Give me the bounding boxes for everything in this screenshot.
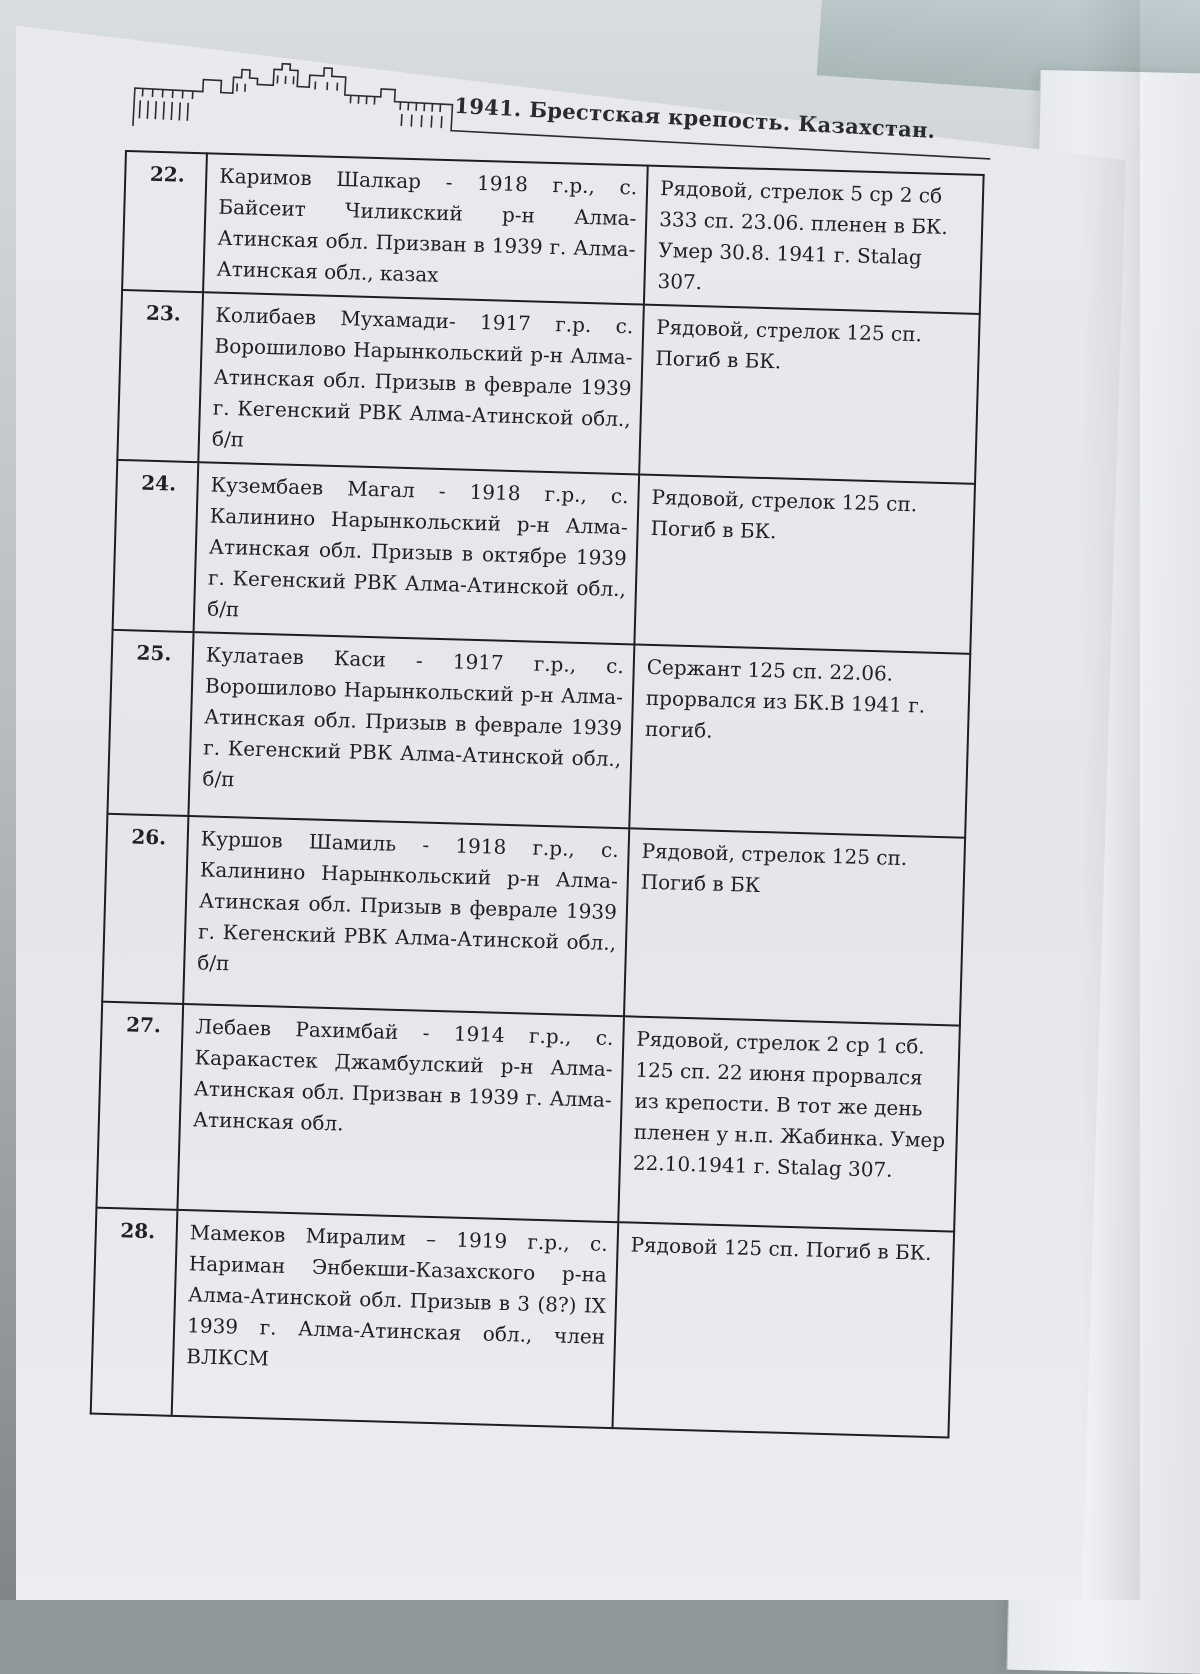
records-table-wrapper xyxy=(90,150,985,1424)
table-row xyxy=(96,1002,959,1232)
person-info: Кулатаев Каси - 1917 г.р., с. Ворошилово Нарынкольский р-н Алма-Атинская обл. Призыв в феврале 1939 г. Кегенский РВК Алма-Атинской обл., б/п xyxy=(188,632,634,828)
service-info: Рядовой, стрелок 2 ср 1 сб. 125 сп. 22 июня прорвался из крепости. В тот же день пленен у н.п. Жабинка. Умер 22.10.1941 г. Stalag 307. xyxy=(618,1016,960,1231)
person-info: Колибаев Мухамади- 1917 г.р. с. Ворошилово Нарынкольский р-н Алма-Атинская обл. Призыв в феврале 1939 г. Кегенский РВК Алма-Атинской обл., б/п xyxy=(198,292,644,474)
person-info: Каримов Шалкар - 1918 г.р., с. Байсеит Чиликский р-н Алма-Атинская обл. Призван в 1939 г. Алма-Атинская обл., казах xyxy=(203,153,648,304)
table-row xyxy=(113,460,975,654)
service-info: Сержант 125 сп. 22.06. прорвался из БК.В 1941 г. погиб. xyxy=(629,644,970,837)
row-number: 22. xyxy=(122,151,207,292)
service-info: Рядовой, стрелок 125 сп. Погиб в БК xyxy=(624,828,965,1025)
person-info: Лебаев Рахимбай - 1914 г.р., с. Каракастек Джамбулский р-н Алма-Атинская обл. Призван в 1939 г. Алма-Атинская обл. xyxy=(177,1004,624,1222)
table-row xyxy=(117,290,979,484)
row-number: 25. xyxy=(107,630,193,816)
person-info: Мамеков Миралим – 1919 г.р., с. Нариман Энбекши-Казахского р-на Алма-Атинской обл. Призыв в 3 (8?) IX 1939 г. Алма-Атинская обл., член ВЛКСМ xyxy=(172,1210,619,1428)
service-info: Рядовой, стрелок 125 сп. Погиб в БК. xyxy=(639,305,980,484)
table-row xyxy=(122,151,984,314)
records-table xyxy=(90,150,985,1439)
row-number: 23. xyxy=(117,290,203,462)
table-row xyxy=(102,814,965,1026)
person-info: Куршов Шамиль - 1918 г.р., с. Калинино Нарынкольский р-н Алма-Атинская обл. Призыв в феврале 1939 г. Кегенский РВК Алма-Атинской обл., б/п xyxy=(183,816,629,1016)
table-row xyxy=(91,1208,954,1438)
row-number: 28. xyxy=(91,1208,178,1416)
person-info: Кузембаев Магал - 1918 г.р., с. Калинино Нарынкольский р-н Алма-Атинская обл. Призыв в октябре 1939 г. Кегенский РВК Алма-Атинской обл., б/п xyxy=(194,462,640,644)
row-number: 24. xyxy=(113,460,199,632)
table-row xyxy=(107,630,970,838)
service-info: Рядовой, стрелок 125 сп. Погиб в БК. xyxy=(634,474,975,653)
service-info: Рядовой 125 сп. Погиб в БК. xyxy=(613,1222,955,1437)
service-info: Рядовой, стрелок 5 ср 2 сб 333 сп. 23.06. пленен в БК. Умер 30.8. 1941 г. Stalag 307. xyxy=(644,166,984,314)
row-number: 27. xyxy=(96,1002,183,1210)
running-title: 1941. Брестская крепость. Казахстан. xyxy=(453,92,937,143)
row-number: 26. xyxy=(102,814,188,1004)
